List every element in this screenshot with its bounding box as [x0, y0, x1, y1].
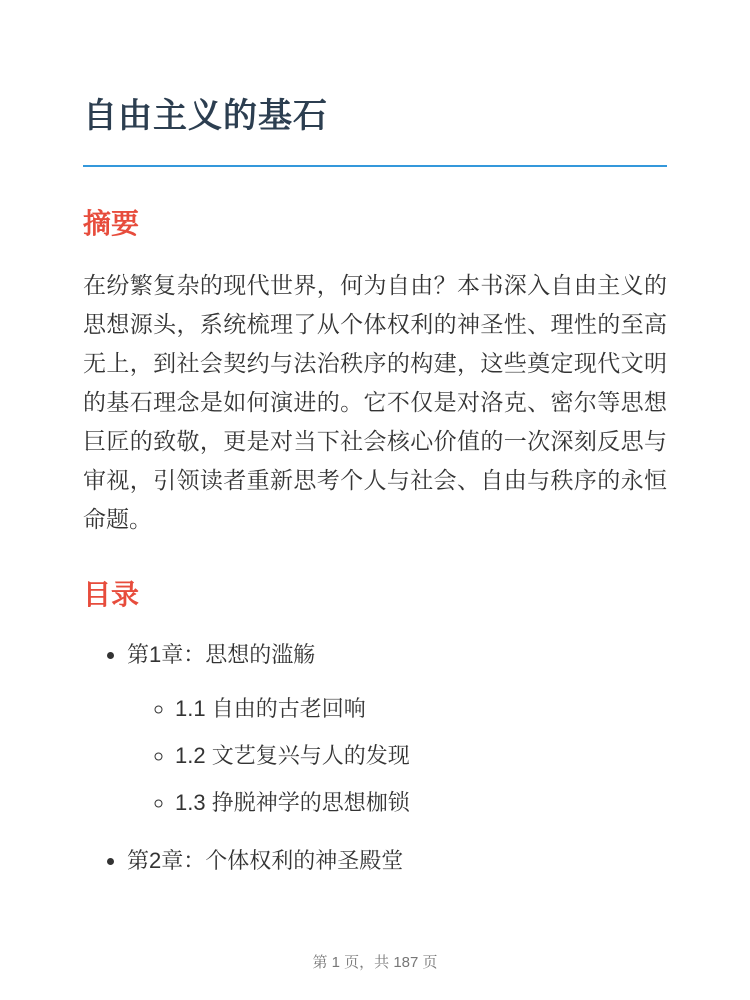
- toc-chapter-2-label: 第2章：个体权利的神圣殿堂: [127, 848, 404, 874]
- abstract-paragraph: 在纷繁复杂的现代世界，何为自由？本书深入自由主义的思想源头，系统梳理了从个体权利的神圣性、理性的至高无上，到社会契约与法治秩序的构建，这些奠定现代文明的基石理念是如何演进的。它不仅是对洛克、密尔等思想巨匠的致敬，更是对当下社会核心价值的一次深刻反思与审视，引领读者重新思考个人与社会、自由与秩序的永恒命题。: [83, 272, 667, 532]
- toc-section-1-1-label: 1.1 自由的古老回响: [175, 696, 366, 722]
- toc-chapter-1-sublist: [127, 692, 667, 820]
- toc-chapter-2: [127, 844, 667, 878]
- toc-section-1-2-label: 1.2 文艺复兴与人的发现: [175, 743, 410, 769]
- toc-section-1-2: [175, 739, 667, 773]
- toc-section-1-3: [175, 786, 667, 820]
- toc-section-1-3-label: 1.3 挣脱神学的思想枷锁: [175, 790, 410, 816]
- toc-chapter-1: [127, 638, 667, 820]
- toc-list: [83, 638, 667, 878]
- toc-chapter-1-label: 第1章：思想的滥觞: [127, 642, 316, 667]
- toc-section-1-1: [175, 692, 667, 726]
- abstract-heading: 摘要: [83, 207, 140, 239]
- page-title: 自由主义的基石: [83, 96, 667, 167]
- toc-heading: 目录: [83, 579, 140, 611]
- page-number-footer: 第 1 页，共 187 页: [312, 954, 438, 971]
